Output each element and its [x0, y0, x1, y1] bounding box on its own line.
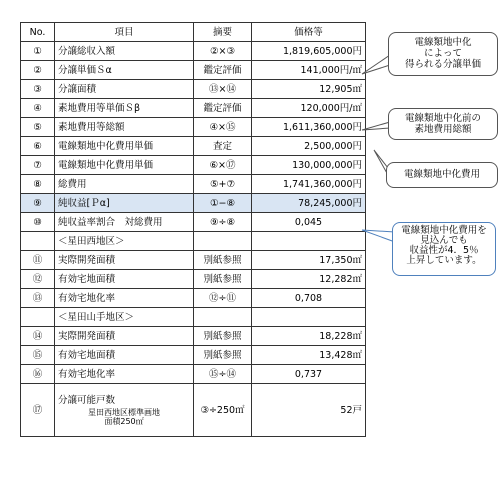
row-item: ＜星田山手地区＞ — [55, 308, 194, 327]
row-item: 電線類地中化費用単価 — [55, 137, 194, 156]
row-number: ⑦ — [21, 156, 55, 175]
row-price: 141,000円/㎡ — [252, 61, 366, 80]
row-price: 52戸 — [252, 384, 366, 437]
row-number: ⑩ — [21, 213, 55, 232]
row-item: 実際開発面積 — [55, 327, 194, 346]
callout-profitability-line1: 電線類地中化費用を — [401, 225, 487, 236]
row-note: ⑮÷⑭ — [194, 365, 252, 384]
callout-land-cost-line1: 電線類地中化前の — [404, 113, 481, 124]
callout-land-cost-line2: 素地費用総額 — [414, 124, 472, 135]
row-item: 電線類地中化費用単価 — [55, 156, 194, 175]
row-number: ⑥ — [21, 137, 55, 156]
row-item-label: 分譲可能戸数 — [58, 394, 116, 406]
header-no: No. — [21, 23, 55, 42]
row-number: ⑨ — [21, 194, 55, 213]
row-number: ④ — [21, 99, 55, 118]
row-note: ⑥×⑰ — [194, 156, 252, 175]
row-item: 総費用 — [55, 175, 194, 194]
callout-sale-price — [388, 32, 498, 76]
row-item: 純収益率割合 対総費用 — [55, 213, 194, 232]
row-item: 有効宅地面積 — [55, 346, 194, 365]
row-note: ⑫÷⑪ — [194, 289, 252, 308]
row-note: ③÷250㎡ — [194, 384, 252, 437]
row-note: 別紙参照 — [194, 346, 252, 365]
row-price: 2,500,000円 — [252, 137, 366, 156]
callout-profitability-line4: 上昇しています。 — [406, 255, 482, 266]
row-price: 1,819,605,000円 — [252, 42, 366, 61]
row-price: 78,245,000円 — [252, 194, 366, 213]
row-number: ③ — [21, 80, 55, 99]
row-price: 0,737 — [252, 365, 366, 384]
header-item: 項目 — [55, 23, 194, 42]
row-note: ⑬×⑭ — [194, 80, 252, 99]
row-note: ⑤+⑦ — [194, 175, 252, 194]
row-number: ⑤ — [21, 118, 55, 137]
row-note: 別紙参照 — [194, 251, 252, 270]
row-number: ⑭ — [21, 327, 55, 346]
callout-sale-price-line2: によって — [423, 48, 462, 59]
row-note: 別紙参照 — [194, 327, 252, 346]
row-item: 分譲単価Ｓα — [55, 61, 194, 80]
callout-pointer-2 — [362, 122, 390, 130]
row-price: 1,741,360,000円 — [252, 175, 366, 194]
row-price: 130,000,000円 — [252, 156, 366, 175]
row-number: ⑫ — [21, 270, 55, 289]
row-number: ⑰ — [21, 384, 55, 437]
row-price: 0,708 — [252, 289, 366, 308]
callout-pointer-1 — [362, 55, 390, 74]
header-price: 価格等 — [252, 23, 366, 42]
row-price: 12,905㎡ — [252, 80, 366, 99]
callout-pointer-4 — [362, 230, 395, 242]
callout-sale-price-line1: 電線類地中化 — [414, 37, 472, 48]
row-note: ②×③ — [194, 42, 252, 61]
callout-burial-cost — [386, 162, 498, 188]
row-item: 有効宅地化率 — [55, 289, 194, 308]
row-number: ① — [21, 42, 55, 61]
row-price: 17,350㎡ — [252, 251, 366, 270]
row-price: 0,045 — [252, 213, 366, 232]
row-item: 分譲総収入額 — [55, 42, 194, 61]
callout-burial-cost-line1: 電線類地中化費用 — [403, 169, 480, 180]
header-note: 摘要 — [194, 23, 252, 42]
row-number: ⑮ — [21, 346, 55, 365]
row-note: 査定 — [194, 137, 252, 156]
row-note: ①−⑧ — [194, 194, 252, 213]
row-price: 120,000円/㎡ — [252, 99, 366, 118]
row-price: 1,611,360,000円 — [252, 118, 366, 137]
row-item: 実際開発面積 — [55, 251, 194, 270]
row-note: 別紙参照 — [194, 270, 252, 289]
row-number: ⑬ — [21, 289, 55, 308]
row-note: 鑑定評価 — [194, 61, 252, 80]
row-item: 有効宅地化率 — [55, 365, 194, 384]
row-item: ＜星田西地区＞ — [55, 232, 194, 251]
row-note: ④×⑮ — [194, 118, 252, 137]
callout-profitability-line3: 収益性が4．5％ — [409, 245, 479, 256]
callout-sale-price-line3: 得られる分譲単価 — [404, 59, 481, 70]
row-item: 純収益[Ｐα] — [55, 194, 194, 213]
row-number: ⑯ — [21, 365, 55, 384]
callout-profitability-line2: 見込んでも — [420, 235, 468, 246]
callout-profitability — [392, 222, 496, 276]
row-number: ② — [21, 61, 55, 80]
row-number: ⑧ — [21, 175, 55, 194]
row-note: ⑨÷⑧ — [194, 213, 252, 232]
row-number: ⑪ — [21, 251, 55, 270]
row-price: 12,282㎡ — [252, 270, 366, 289]
row-note: 鑑定評価 — [194, 99, 252, 118]
callout-land-cost — [388, 108, 498, 140]
row-price: 18,228㎡ — [252, 327, 366, 346]
row-item-subnote: 面積250㎡ — [104, 416, 144, 426]
row-item: 分譲面積 — [55, 80, 194, 99]
row-price: 13,428㎡ — [252, 346, 366, 365]
row-item-subnote: 星田西地区標準画地 — [88, 407, 160, 417]
row-item: 素地費用等単価Ｓβ — [55, 99, 194, 118]
row-item: 素地費用等総額 — [55, 118, 194, 137]
row-item: 有効宅地面積 — [55, 270, 194, 289]
